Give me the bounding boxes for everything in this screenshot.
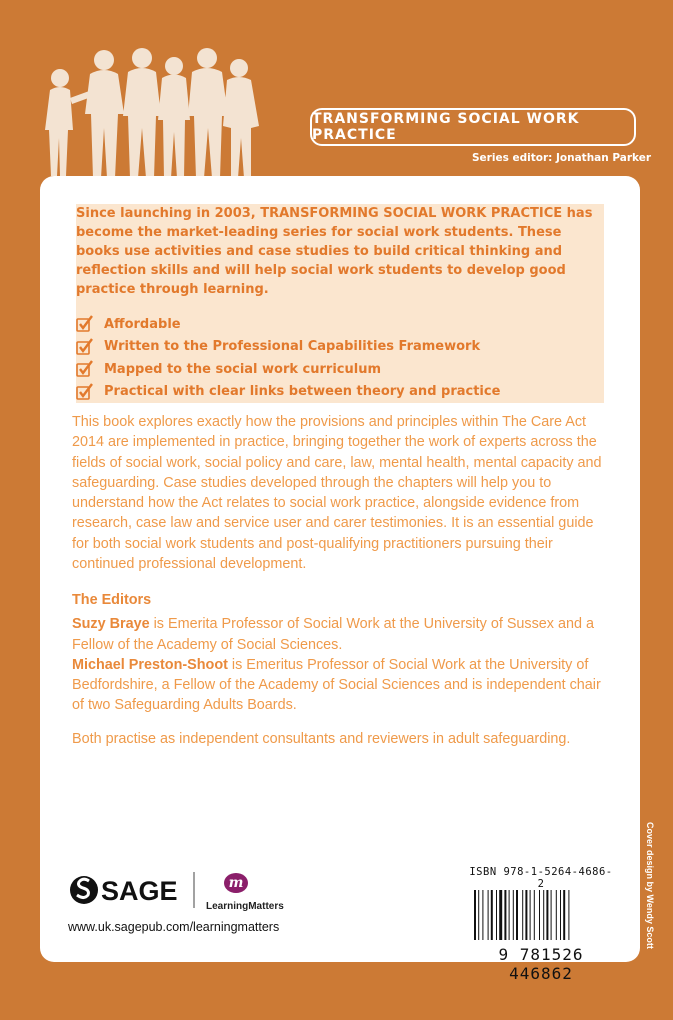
series-intro-text: Since launching in 2003, TRANSFORMING SOCIAL WORK PRACTICE has become the market-leading series for social work students. These books use activities and case studies to build critical thinking and reflection skills and will help social work students to develop good practice through learning. — [76, 206, 593, 297]
benefit-label: Practical with clear links between theory and practice — [104, 384, 501, 400]
learning-matters-mark-icon — [222, 872, 250, 894]
checkbox-tick-icon — [76, 315, 94, 333]
learning-matters-logo — [206, 872, 284, 912]
series-title: TRANSFORMING SOCIAL WORK PRACTICE — [312, 111, 580, 143]
editor-name: Suzy Braye — [72, 616, 150, 633]
checkbox-tick-icon — [76, 360, 94, 378]
checkbox-tick-icon — [76, 338, 94, 356]
series-intro-block — [76, 204, 604, 403]
sage-logo — [68, 870, 200, 910]
benefits-list — [76, 313, 604, 403]
benefit-label: Written to the Professional Capabilities Framework — [104, 339, 481, 355]
publisher-website: www.uk.sagepub.com/learningmatters — [68, 920, 280, 934]
editor-bio: is Emeritus Professor of Social Work at the University of Bedfordshire, a Fellow of the Academy of Social Sciences and is independent chair of two Safeguarding Adults Boards. — [72, 656, 601, 714]
barcode-digits: 9 781526 446862 — [498, 945, 584, 983]
benefit-label: Affordable — [104, 316, 181, 332]
benefit-item — [76, 313, 604, 336]
checkbox-tick-icon — [76, 383, 94, 401]
editors-section — [72, 590, 612, 716]
editor-name: Michael Preston-Shoot — [72, 656, 228, 673]
editors-heading: The Editors — [72, 592, 152, 608]
benefit-item — [76, 336, 604, 359]
book-description: This book explores exactly how the provisions and principles within The Care Act 2014 are implemented in practice, bringing together the work of experts across the fields of social work, social policy and care, law, mental health, mental capacity and safeguarding. Case studies developed through the chapters will help you to understand how the Act relates to social work practice, alongside evidence from research, case law and service user and carer testimonies. It is an essential guide for both social work students and post-qualifying practitioners pursuing their continued professional development. — [72, 414, 602, 573]
closing-statement: Both practise as independent consultants and reviewers in adult safeguarding. — [72, 731, 571, 747]
benefit-item — [76, 358, 604, 381]
editor-bio: is Emerita Professor of Social Work at the University of Sussex and a Fellow of the Academy of Social Sciences. — [72, 616, 595, 653]
editor-entry — [72, 655, 612, 716]
editor-entry — [72, 614, 612, 655]
benefit-item — [76, 381, 604, 404]
cover-design-credit: Cover design by Wendy Scott — [645, 822, 655, 949]
benefit-label: Mapped to the social work curriculum — [104, 361, 382, 377]
learning-matters-wordmark: LearningMatters — [206, 901, 284, 912]
back-cover-panel — [40, 176, 640, 983]
series-editor: Series editor: Jonathan Parker — [472, 152, 652, 164]
family-silhouette-graphic — [42, 40, 267, 180]
barcode-graphic — [471, 890, 611, 942]
learning-matters-mark: m — [228, 875, 244, 891]
series-title-box — [310, 108, 636, 146]
sage-wordmark: SAGE — [101, 876, 178, 906]
isbn-number: ISBN 978-1-5264-4686-2 — [469, 866, 613, 890]
barcode-block — [466, 866, 616, 983]
